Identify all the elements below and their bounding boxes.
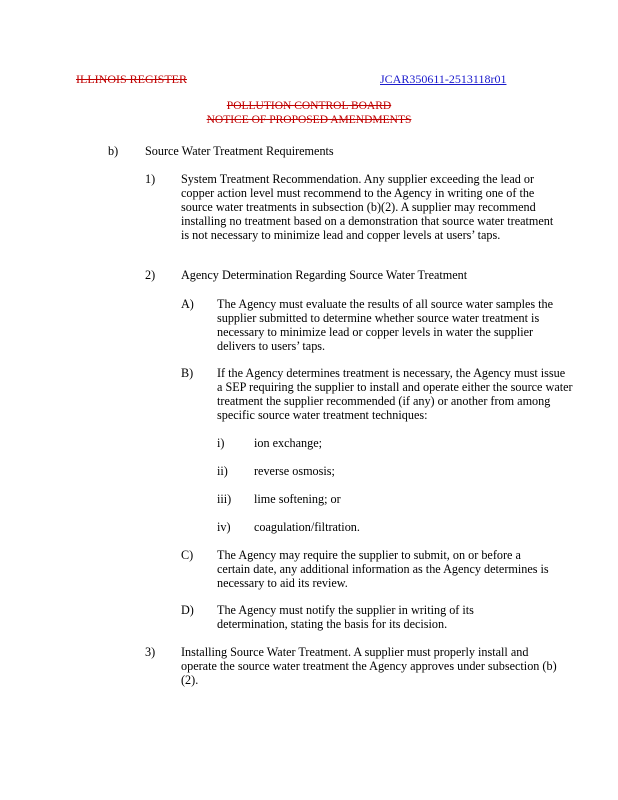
subitem-label: ii) — [217, 464, 228, 478]
item-3-text: Installing Source Water Treatment. A supplier must properly install and operate the source water treatment the Agency approves under subsection (b)(2). — [181, 645, 557, 687]
item-2a-text: The Agency must evaluate the results of all source water samples the supplier submitted to determine whether source water treatment is necessary to minimize lead or copper levels in water the supplier delivers to users’ taps. — [217, 297, 554, 353]
item-2c-label: C) — [181, 548, 194, 562]
subitem-label: i) — [217, 436, 225, 450]
notice-title: NOTICE OF PROPOSED AMENDMENTS — [206, 114, 412, 126]
item-2d-text: The Agency must notify the supplier in writing of its determination, stating the basis for its decision. — [217, 603, 474, 631]
board-name: POLLUTION CONTROL BOARD — [226, 100, 392, 112]
item-2-label: 2) — [145, 268, 156, 282]
item-2a-label: A) — [181, 297, 194, 311]
subitem-text: coagulation/filtration. — [254, 520, 360, 534]
section-title: Source Water Treatment Requirements — [145, 144, 334, 158]
item-2c-text: The Agency may require the supplier to submit, on or before a certain date, any additional information as the Agency determines is necessary to aid its review. — [217, 548, 549, 590]
section-label: b) — [108, 144, 119, 158]
item-2-title: Agency Determination Regarding Source Water Treatment — [181, 268, 468, 282]
subitem-label: iii) — [217, 492, 232, 506]
subitem-text: lime softening; or — [254, 492, 341, 506]
item-2d-label: D) — [181, 603, 194, 617]
item-3-label: 3) — [145, 645, 156, 659]
item-2b-label: B) — [181, 366, 194, 380]
item-2b-text: If the Agency determines treatment is necessary, the Agency must issue a SEP requiring the supplier to install and operate either the source water treatment the supplier recommended (if any) or another from among specific source water treatment techniques: — [217, 366, 573, 422]
item-1-text: System Treatment Recommendation. Any supplier exceeding the lead or copper action level must recommend to the Agency in writing one of the source water treatments in subsection (b)(2). A supplier may recommend installing no treatment based on a demonstration that source water treatment is not necessary to minimize lead and copper levels at users’ taps. — [181, 172, 554, 242]
subitem-label: iv) — [217, 520, 231, 534]
subitem-text: ion exchange; — [254, 436, 323, 450]
document-id: JCAR350611-2513118r01 — [380, 72, 507, 86]
subitem-text: reverse osmosis; — [254, 464, 335, 478]
register-title: ILLINOIS REGISTER — [76, 72, 187, 86]
item-1-label: 1) — [145, 172, 156, 186]
